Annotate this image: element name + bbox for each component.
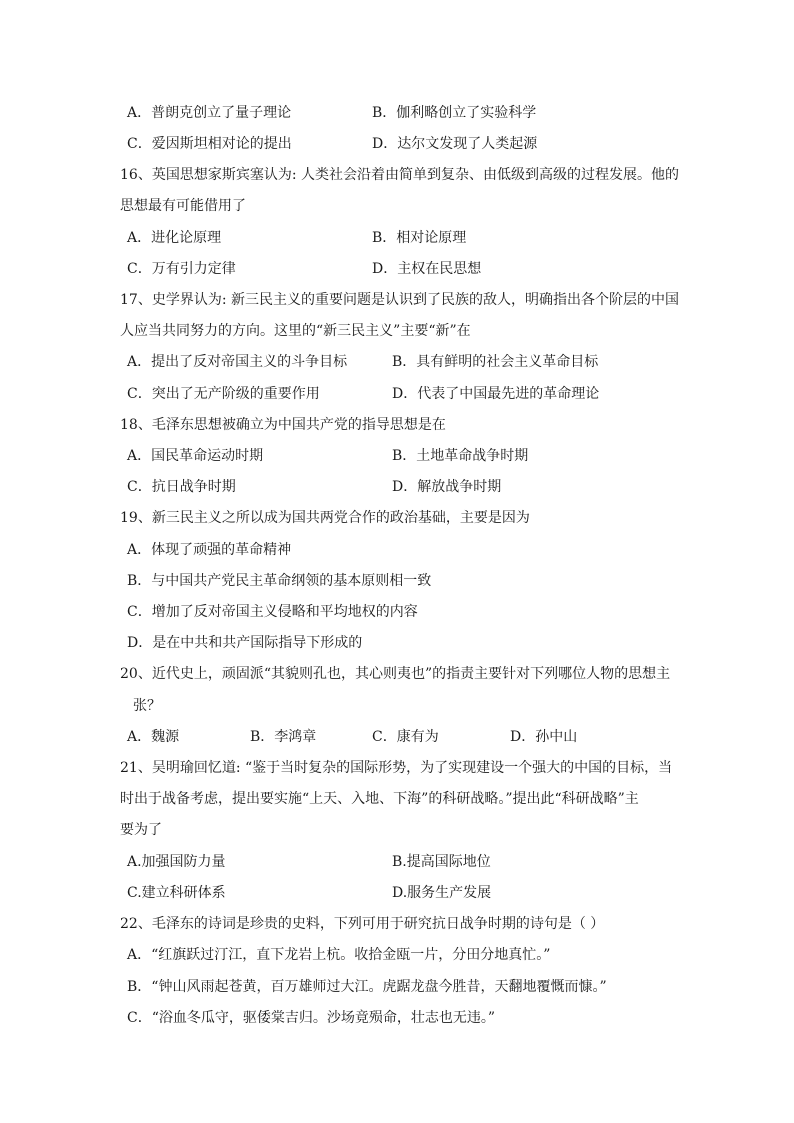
q22-option-c: C．“浴血冬瓜守，驱倭棠吉归。沙场竟殒命，壮志也无违。” bbox=[127, 1010, 496, 1026]
q20-option-b: B．李鸿章 bbox=[250, 729, 317, 745]
q21-option-c: C.建立科研体系 bbox=[127, 885, 226, 901]
q19-stem-line1: 19、新三民主义之所以成为国共两党合作的政治基础，主要是因为 bbox=[120, 510, 530, 526]
q16-option-d: D．主权在民思想 bbox=[372, 261, 482, 277]
q22-stem-line1: 22、毛泽东的诗词是珍贵的史料，下列可用于研究抗日战争时期的诗句是（ ） bbox=[120, 916, 605, 932]
q21-stem-line2: 时出于战备考虑，提出要实施“上天、入地、下海”的科研战略。”提出此“科研战略”主 bbox=[120, 791, 639, 807]
q15-option-c: C．爱因斯坦相对论的提出 bbox=[127, 136, 292, 152]
q22-option-a: A．“红旗跃过汀江，直下龙岩上杭。收拾金瓯一片，分田分地真忙。” bbox=[127, 947, 551, 963]
q17-option-c: C．突出了无产阶级的重要作用 bbox=[127, 386, 320, 402]
q20-option-a: A．魏源 bbox=[127, 729, 180, 745]
q20-stem-line2: 张？ bbox=[133, 698, 161, 714]
q15-option-b: B．伽利略创立了实验科学 bbox=[372, 105, 537, 121]
q16-option-c: C．万有引力定律 bbox=[127, 261, 236, 277]
q16-stem-line1: 16、英国思想家斯宾塞认为: 人类社会沿着由简单到复杂、由低级到高级的过程发展。他的 bbox=[120, 167, 679, 183]
q22-option-b: B．“钟山风雨起苍黄，百万雄师过大江。虎踞龙盘今胜昔，天翻地覆慨而慷。” bbox=[127, 979, 607, 995]
q16-option-a: A．进化论原理 bbox=[127, 230, 222, 246]
q18-option-a: A．国民革命运动时期 bbox=[127, 448, 264, 464]
q17-stem-line1: 17、史学界认为: 新三民主义的重要问题是认识到了民族的敌人，明确指出各个阶层的中国 bbox=[120, 292, 679, 308]
q15-option-a: A．普朗克创立了量子理论 bbox=[127, 105, 292, 121]
q17-stem-line2: 人应当共同努力的方向。这里的“新三民主义”主要“新”在 bbox=[120, 323, 471, 339]
q18-option-d: D．解放战争时期 bbox=[392, 479, 502, 495]
q21-option-b: B.提高国际地位 bbox=[392, 854, 491, 870]
q21-stem-line3: 要为了 bbox=[120, 822, 162, 838]
q15-option-d: D．达尔文发现了人类起源 bbox=[372, 136, 538, 152]
q17-option-d: D．代表了中国最先进的革命理论 bbox=[392, 386, 600, 402]
q21-stem-line1: 21、吴明瑜回忆道: “鉴于当时复杂的国际形势，为了实现建设一个强大的中国的目标，当 bbox=[120, 760, 673, 776]
q17-option-a: A．提出了反对帝国主义的斗争目标 bbox=[127, 354, 348, 370]
q17-option-b: B．具有鲜明的社会主义革命目标 bbox=[392, 354, 599, 370]
q20-option-c: C．康有为 bbox=[372, 729, 439, 745]
q21-option-d: D.服务生产发展 bbox=[392, 885, 492, 901]
q16-option-b: B．相对论原理 bbox=[372, 230, 467, 246]
q20-option-d: D．孙中山 bbox=[510, 729, 578, 745]
q21-option-a: A.加强国防力量 bbox=[127, 854, 226, 870]
q18-option-b: B．土地革命战争时期 bbox=[392, 448, 529, 464]
q19-option-a: A．体现了顽强的革命精神 bbox=[127, 542, 292, 558]
q19-option-c: C．增加了反对帝国主义侵略和平均地权的内容 bbox=[127, 604, 418, 620]
q18-stem-line1: 18、毛泽东思想被确立为中国共产党的指导思想是在 bbox=[120, 417, 446, 433]
q19-option-b: B．与中国共产党民主革命纲领的基本原则相一致 bbox=[127, 573, 432, 589]
q16-stem-line2: 思想最有可能借用了 bbox=[120, 198, 246, 214]
q20-stem-line1: 20、近代史上，顽固派“其貌则孔也，其心则夷也”的指责主要针对下列哪位人物的思想主 bbox=[120, 666, 671, 682]
q19-option-d: D．是在中共和共产国际指导下形成的 bbox=[127, 635, 363, 651]
q18-option-c: C．抗日战争时期 bbox=[127, 479, 236, 495]
